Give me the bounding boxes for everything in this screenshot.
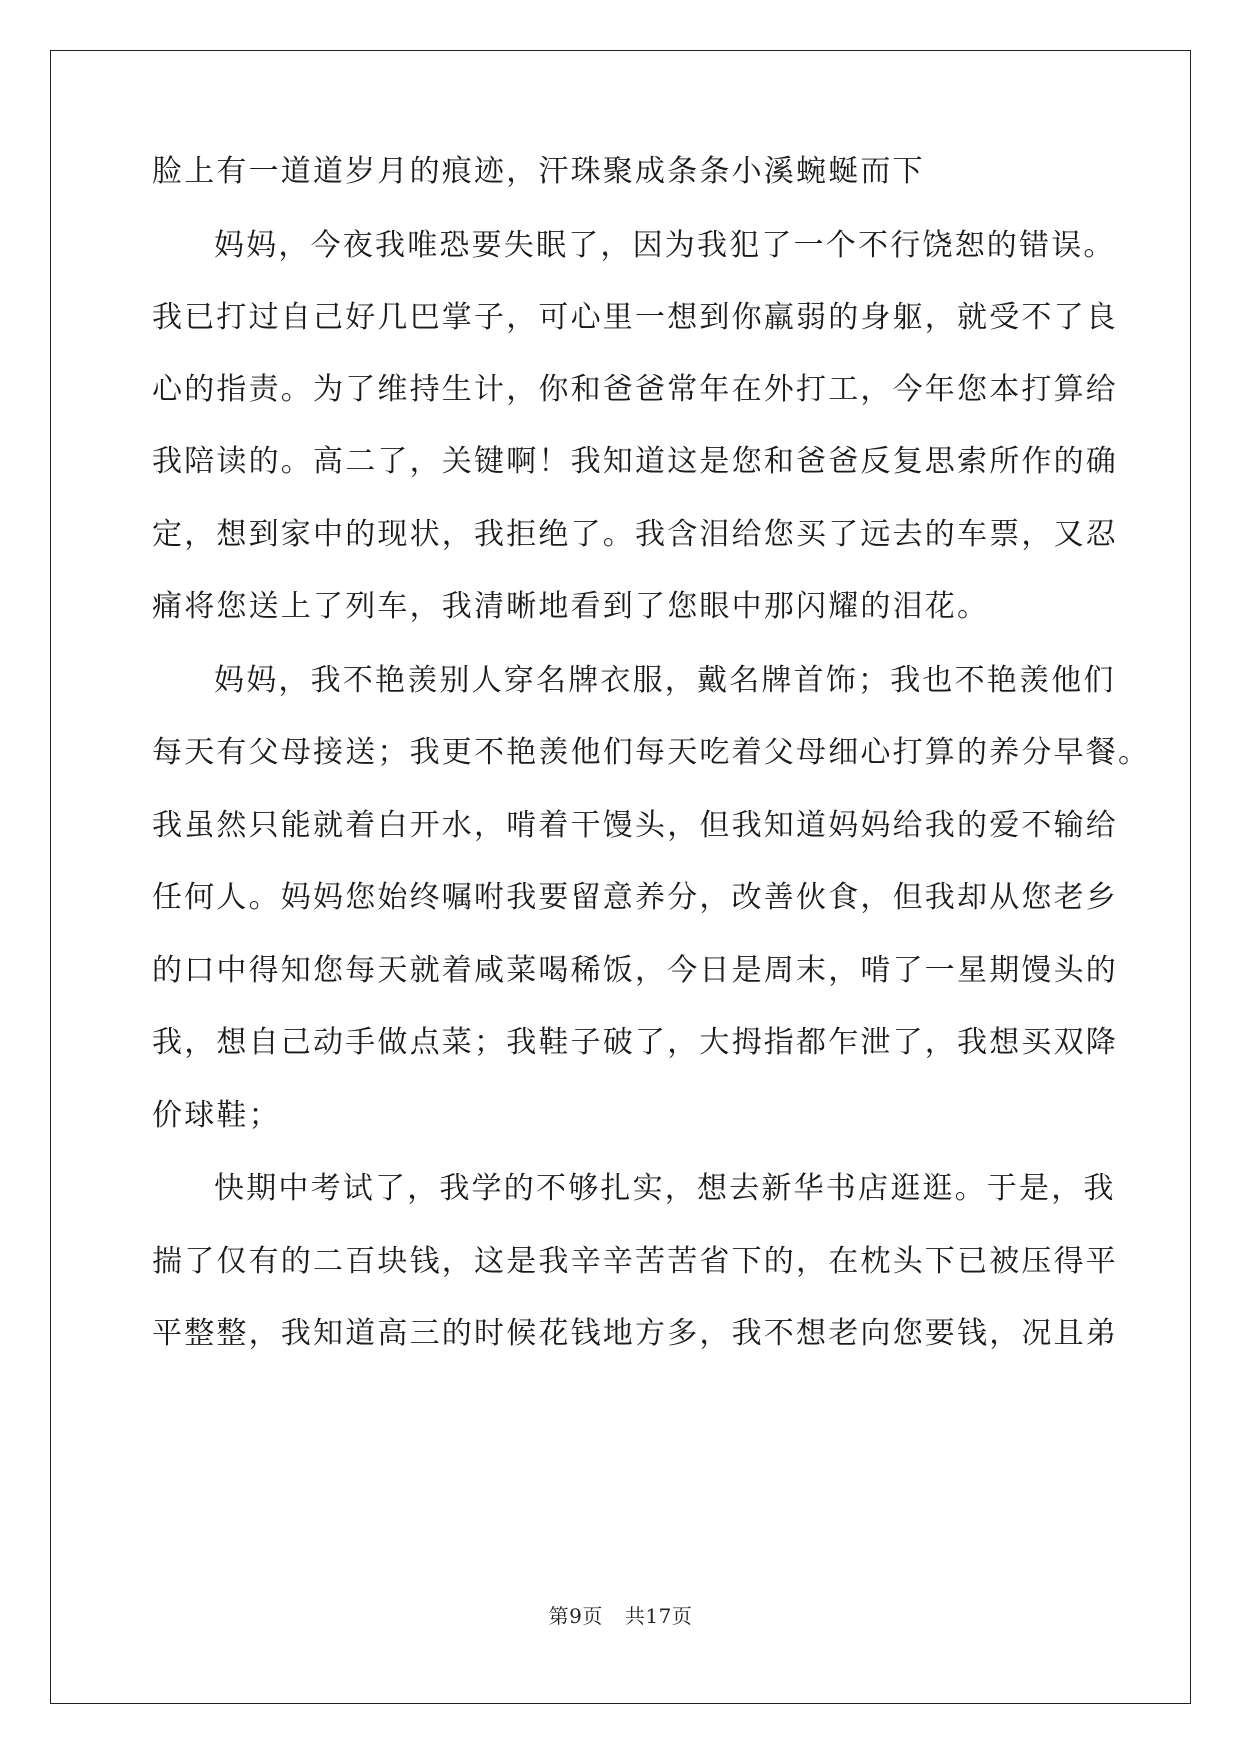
text-line: 每天有父母接送；我更不艳羡他们每天吃着父母细心打算的养分早餐。 [152,735,1151,770]
text-line: 的口中得知您每天就着咸菜喝稀饭，今日是周末，啃了一星期馒头的 [152,953,1118,988]
text-line: 价球鞋； [152,1098,281,1133]
text-line: 心的指责。为了维持生计，你和爸爸常年在外打工，今年您本打算给 [152,372,1118,407]
current-page-label: 第9页 [548,1604,603,1628]
text-line: 我已打过自己好几巴掌子，可心里一想到你羸弱的身躯，就受不了良 [152,300,1118,335]
text-line: 脸上有一道道岁月的痕迹，汗珠聚成条条小溪蜿蜒而下 [152,154,925,189]
paragraph-start-line: 快期中考试了，我学的不够扎实，想去新华书店逛逛。于是，我 [214,1171,1116,1206]
paragraph-start-line: 妈妈，今夜我唯恐要失眠了，因为我犯了一个不行饶恕的错误。 [214,228,1116,263]
text-line: 任何人。妈妈您始终嘱咐我要留意养分，改善伙食，但我却从您老乡 [152,880,1118,915]
paragraph-start-line: 妈妈，我不艳羡别人穿名牌衣服，戴名牌首饰；我也不艳羡他们 [214,663,1116,698]
page-footer [0,1600,1241,1629]
text-line: 我陪读的。高二了，关键啊！我知道这是您和爸爸反复思索所作的确 [152,444,1118,479]
text-line: 我，想自己动手做点菜；我鞋子破了，大拇指都乍泄了，我想买双降 [152,1025,1118,1060]
total-pages-label: 共17页 [624,1604,693,1628]
text-line: 平整整，我知道高三的时候花钱地方多，我不想老向您要钱，况且弟 [152,1316,1118,1351]
text-line: 揣了仅有的二百块钱，这是我辛辛苦苦省下的，在枕头下已被压得平 [152,1244,1118,1279]
text-line: 痛将您送上了列车，我清晰地看到了您眼中那闪耀的泪花。 [152,589,990,624]
text-line: 定，想到家中的现状，我拒绝了。我含泪给您买了远去的车票，又忍 [152,517,1118,552]
text-line: 我虽然只能就着白开水，啃着干馒头，但我知道妈妈给我的爱不输给 [152,808,1118,843]
